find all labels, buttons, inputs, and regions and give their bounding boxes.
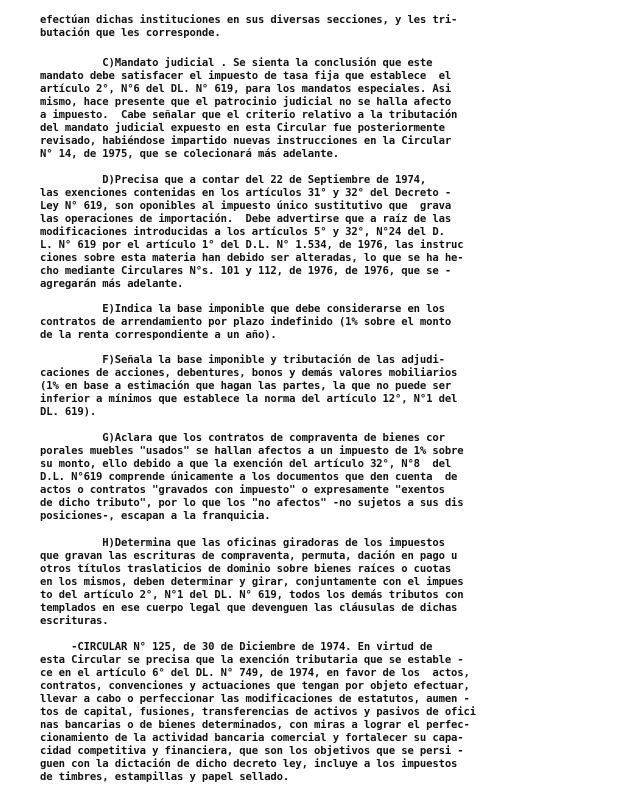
text-line: del mandato judicial expuesto en esta Circular fue posteriormente <box>40 122 445 134</box>
paragraph-e-base-imponible <box>40 303 592 342</box>
text-line: -CIRCULAR N° 125, de 30 de Diciembre de 1974. En virtud de <box>40 641 433 653</box>
text-line: efectúan dichas instituciones en sus diversas secciones, y les tri- <box>40 14 458 26</box>
text-line: ce en el artículo 6° del DL. N° 749, de 1974, en favor de los actos, <box>40 667 470 679</box>
text-line: to del artículo 2°, N°1 del DL. N° 619, todos los demás tributos con <box>40 589 464 601</box>
text-line: en los mismos, deben determinar y girar, conjuntamente con el impues <box>40 576 464 588</box>
text-line: cho mediante Circulares N°s. 101 y 112, de 1976, de 1976, que se - <box>40 265 452 277</box>
text-line: esta Circular se precisa que la exención tributaria que se estable - <box>40 654 464 666</box>
text-line: L. N° 619 por el artículo 1° del D.L. N° 1.534, de 1976, las instruc <box>40 239 464 251</box>
text-line: contratos de arrendamiento por plazo indefinido (1% sobre el monto <box>40 316 452 328</box>
text-line: templados en ese cuerpo legal que devenguen las cláusulas de dichas <box>40 602 458 614</box>
text-line: H)Determina que las oficinas giradoras de los impuestos <box>40 537 445 549</box>
text-line: a impuesto. Cabe señalar que el criterio relativo a la tributación <box>40 109 458 121</box>
text-line: cionamiento de la actividad bancaria comercial y fortalecer su capa- <box>40 732 464 744</box>
text-line: caciones de acciones, debentures, bonos y demás valores mobiliarios <box>40 367 458 379</box>
text-line: guen con la dictación de dicho decreto ley, incluye a los impuestos <box>40 758 458 770</box>
text-line: N° 14, de 1975, que se colecionará más adelante. <box>40 148 339 160</box>
text-line: cidad competitiva y financiera, que son los objetivos que se persi - <box>40 745 464 757</box>
text-line: D)Precisa que a contar del 22 de Septiembre de 1974, <box>40 174 427 186</box>
text-line: artículo 2°, N°6 del DL. N° 619, para los mandatos especiales. Asi <box>40 83 452 95</box>
text-line: su monto, ello debido a que la exención del artículo 32°, N°8 del <box>40 458 452 470</box>
text-line: D.L. N°619 comprende únicamente a los documentos que den cuenta de <box>40 471 458 483</box>
text-line: de la renta correspondiente a un año). <box>40 329 277 341</box>
paragraph-intro <box>40 14 592 40</box>
text-line: escrituras. <box>40 615 109 627</box>
text-line: porales muebles "usados" se hallan afectos a un impuesto de 1% sobre <box>40 445 464 457</box>
text-line: (1% en base a estimación que hagan las partes, la que no puede ser <box>40 380 452 392</box>
text-line: que gravan las escrituras de compraventa, permuta, dación en pago u <box>40 550 458 562</box>
paragraph-f-adjudicaciones <box>40 354 592 419</box>
text-line: C)Mandato judicial . Se sienta la conclusión que este <box>40 57 433 69</box>
paragraph-d-exenciones <box>40 174 592 291</box>
text-line: las exenciones contenidas en los artículos 31° y 32° del Decreto - <box>40 187 452 199</box>
text-line: E)Indica la base imponible que debe considerarse en los <box>40 303 445 315</box>
text-line: actos o contratos "gravados con impuesto" o expresamente "exentos <box>40 484 445 496</box>
text-line: contratos, convenciones y actuaciones que tengan por objeto efectuar, <box>40 680 470 692</box>
text-line: llevar a cabo o perfeccionar las modificaciones de estatutos, aumen - <box>40 693 470 705</box>
text-line: de dicho tributo", por lo que los "no afectos" -no sujetos a sus dis <box>40 497 464 509</box>
text-line: otros títulos traslaticios de dominio sobre bienes raíces o cuotas <box>40 563 452 575</box>
paragraph-c-mandato-judicial <box>40 57 592 161</box>
text-line: Ley N° 619, son oponibles al impuesto único sustitutivo que grava <box>40 200 452 212</box>
text-line: butación que les corresponde. <box>40 27 221 39</box>
text-line: tos de capital, fusiones, transferencias de activos y pasivos de ofici <box>40 706 476 718</box>
text-line: revisado, habiéndose impartido nuevas instrucciones en la Circular <box>40 135 452 147</box>
text-line: G)Aclara que los contratos de compraventa de bienes cor <box>40 432 445 444</box>
text-line: inferior a mínimos que establece la norma del artículo 12°, N°1 del <box>40 393 458 405</box>
text-line: modificaciones introducidas a los artículos 5° y 32°, N°24 del D. <box>40 226 445 238</box>
text-line: mismo, hace presente que el patrocinio judicial no se halla afecto <box>40 96 452 108</box>
paragraph-h-oficinas-giradoras <box>40 537 592 628</box>
text-line: ciones sobre esta materia han debido ser alteradas, lo que se ha he- <box>40 252 464 264</box>
text-line: las operaciones de importación. Debe advertirse que a raíz de las <box>40 213 452 225</box>
paragraph-circular-125 <box>40 641 592 784</box>
text-line: posiciones-, escapan a la franquicia. <box>40 510 271 522</box>
text-line: nas bancarias o de bienes determinados, con miras a lograr el perfec- <box>40 719 470 731</box>
paragraph-g-compraventa <box>40 432 592 523</box>
text-line: DL. 619). <box>40 406 97 418</box>
text-line: F)Señala la base imponible y tributación de las adjudi- <box>40 354 445 366</box>
text-line: agregarán más adelante. <box>40 278 184 290</box>
text-line: mandato debe satisfacer el impuesto de tasa fija que establece el <box>40 70 452 82</box>
text-line: de timbres, estampillas y papel sellado. <box>40 771 290 783</box>
